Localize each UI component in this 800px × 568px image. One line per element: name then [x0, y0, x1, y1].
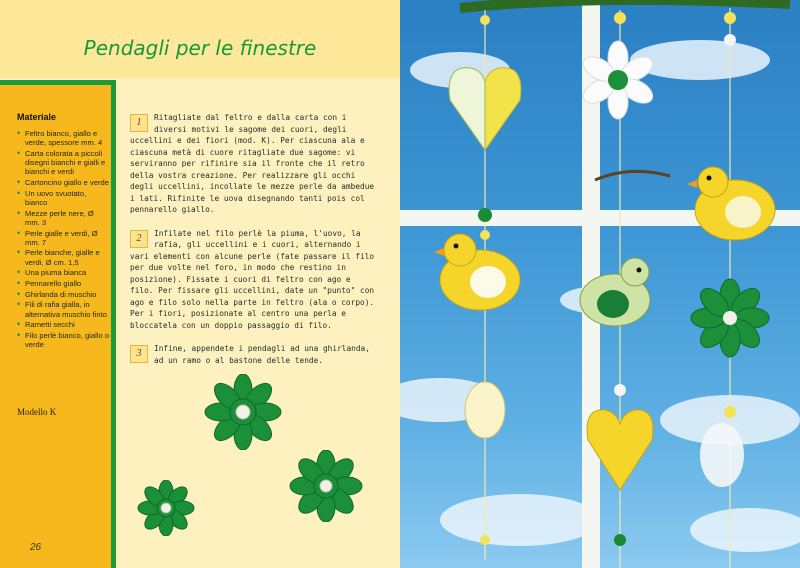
- list-item: • Perle gialle e verdi, Ø mm. 7: [17, 229, 109, 247]
- flower-illustration: [137, 480, 195, 536]
- flower-illustration: [203, 374, 283, 450]
- list-item: • Un uovo svuotato, bianco: [17, 189, 109, 207]
- list-item: • Cartoncino giallo e verde: [17, 178, 109, 187]
- list-item: • Feltro bianco, giallo e verde, spessore mm. 4: [17, 129, 109, 147]
- step-number: 2: [130, 230, 148, 248]
- page-number: 26: [30, 542, 42, 553]
- list-item: • Mezze perle nere, Ø mm. 3: [17, 209, 109, 227]
- list-item: • Perle bianche, gialle e verdi, Ø cm. 1,5: [17, 248, 109, 266]
- flower-illustration: [288, 450, 364, 522]
- list-item: • Filo perlè bianco, giallo o verde: [17, 331, 109, 349]
- step-3: [130, 343, 375, 366]
- photo-window-ornaments: [400, 0, 800, 568]
- list-item: • Una piuma bianca: [17, 268, 109, 277]
- materials-sidebar: [0, 85, 111, 568]
- step-number: 1: [130, 114, 148, 132]
- instructions: [130, 112, 375, 378]
- list-item: • Pennarello giallo: [17, 279, 109, 288]
- page-title: Pendagli per le finestre: [83, 36, 317, 60]
- materials-list: [17, 129, 109, 351]
- step-2: [130, 228, 375, 332]
- step-text: Infine, appendete i pendagli ad una ghirlanda, ad un ramo o al bastone delle tende.: [154, 344, 370, 365]
- list-item: • Rametti secchi: [17, 320, 109, 329]
- list-item: • Carta colorata a piccoli disegni bianchi e gialli e bianchi e verdi: [17, 149, 109, 177]
- sidebar-border: [111, 80, 116, 568]
- photo-illustration: [400, 0, 800, 568]
- list-item: • Ghirlanda di muschio: [17, 290, 109, 299]
- step-text: Ritagliate dal feltro e dalla carta con i diversi motivi le sagome dei cuori, degli uccellini e dei fiori (mod. K). Per ciascuna ala e ciascuna metà di cuore ritagliate due sagome: vi serviranno per rifinire sia il fronte che il retro della vostra creazione. Per realizzare gli occhi degli uccellini, incollate le mezze perle da ambedue i lati. Rifinite le uova disegnando tanti pois col pennarello giallo.: [130, 113, 375, 214]
- model-label: Modello K: [17, 407, 57, 417]
- materials-heading: Materiale: [17, 112, 57, 122]
- step-text: Infilate nel filo perlè la piuma, l'uovo, la rafia, gli uccellini e i cuori, alternando i vari elementi con alcune perle (fate passare il filo per due volte nel foro, in modo che restino in posizione). Fissate i cuori di feltro con ago e filo. Per fissare gli uccellini, date un "punto" con ago e filo solo nella parte in feltro (ala o corpo). Per i fiori, posizionate al centro una perla e bloccatela con un doppio passaggio di filo.: [130, 228, 375, 330]
- step-1: [130, 112, 375, 216]
- list-item: • Fili di rafia gialla, in alternativa muschio finto: [17, 300, 109, 318]
- step-number: 3: [130, 345, 148, 363]
